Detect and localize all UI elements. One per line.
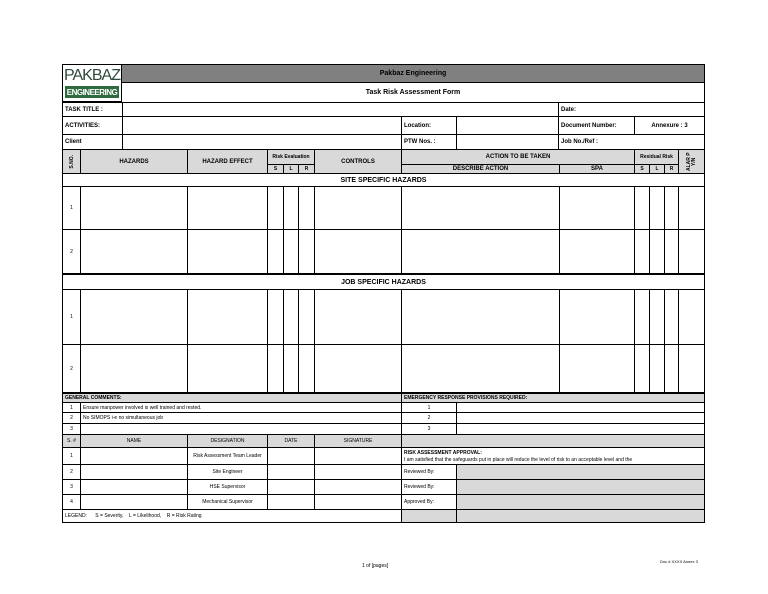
spa-cell[interactable] [559,229,635,274]
residual-l-header: L [649,164,665,174]
residual-l-cell[interactable] [649,186,665,230]
residual-s-cell[interactable] [634,344,650,393]
document-number-label: Document Number: [558,116,635,135]
spa-header: SPA [559,164,635,174]
comment-text-2: No SIMOPS i-e no simultaneous job [80,412,402,424]
risk-r-cell[interactable] [298,186,315,230]
client-label: Client [62,134,123,150]
controls-cell[interactable] [314,344,402,393]
describe-action-header: DESCRIBE ACTION [401,164,560,174]
team-signature-cell[interactable] [314,464,402,480]
hazard-cell[interactable] [80,289,188,345]
logo-line2: ENGINEERING [66,87,118,97]
task-title-label: TASK TITLE : [62,102,123,117]
team-name-cell[interactable] [80,464,188,480]
annexure-label: Annexure : 3 [634,116,705,135]
team-designation-cell: Mechanical Supervisor [187,494,268,510]
emergency-title: EMERGENCY RESPONSE PROVISIONS REQUIRED: [401,393,705,403]
risk-l-header: L [283,164,299,174]
approved-by-field[interactable] [456,494,705,510]
approval-header-blank [401,434,705,448]
controls-cell[interactable] [314,229,402,274]
hazard-effect-header: HAZARD EFFECT [187,149,268,174]
team-date-cell[interactable] [267,479,315,495]
legend-right-blank-2 [456,509,705,523]
approval-title: RISK ASSESSMENT APPROVAL: [404,450,482,456]
job-specific-heading: JOB SPECIFIC HAZARDS [62,274,705,290]
activities-field[interactable] [122,116,402,135]
action-header: ACTION TO BE TAKEN [401,149,635,165]
alarp-cell[interactable] [678,186,705,230]
residual-s-cell[interactable] [634,229,650,274]
risk-l-cell[interactable] [283,344,299,393]
task-title-field[interactable] [122,102,559,117]
alarp-cell[interactable] [678,289,705,345]
sno-header [62,149,81,174]
team-name-cell[interactable] [80,494,188,510]
reviewed-by-field-1[interactable] [456,464,705,480]
team-date-cell[interactable] [267,464,315,480]
team-signature-cell[interactable] [314,447,402,465]
approved-by-label: Approved By: [401,494,457,510]
team-date-header: DATE [267,434,315,448]
approval-statement: I am satisfied that the safeguards put in place will reduce the level of risk to an acceptable level and the [404,457,633,463]
ptw-field[interactable] [456,134,559,150]
residual-r-cell[interactable] [664,289,679,345]
activities-label: ACTIVITIES: [62,116,123,135]
effect-cell[interactable] [187,229,268,274]
controls-cell[interactable] [314,186,402,230]
reviewed-by-label-1: Reviewed By: [401,464,457,480]
spa-cell[interactable] [559,289,635,345]
form-title: Task Risk Assessment Form [121,82,705,103]
comment-text-1: Ensure manpower involved is well trained and rested. [80,402,402,413]
residual-r-cell[interactable] [664,229,679,274]
risk-l-cell[interactable] [283,289,299,345]
legend-right-blank [401,509,457,523]
doc-reference: Doc # XXXX Annex 3 [660,559,698,564]
legend: LEGEND: S = Severity, L = Likelihood, R = Risk Rating [62,509,402,523]
page-number: 1 of [pages] [362,563,389,569]
spa-cell[interactable] [559,344,635,393]
residual-s-header: S [634,164,650,174]
site-specific-heading: SITE SPECIFIC HAZARDS [62,173,705,187]
sno-cell: 1 [62,186,81,230]
alarp-header-text: ALAR P Y/N [685,152,697,171]
emergency-no-2: 2 [401,412,457,424]
risk-s-header: S [267,164,284,174]
team-sno-cell: 4 [62,494,81,510]
comment-no-1: 1 [62,402,81,413]
risk-l-cell[interactable] [283,229,299,274]
general-comments-title: GENERAL COMMENTS: [62,393,402,403]
risk-r-cell[interactable] [298,344,315,393]
residual-s-cell[interactable] [634,289,650,345]
risk-l-cell[interactable] [283,186,299,230]
effect-cell[interactable] [187,186,268,230]
sno-cell: 1 [62,289,81,345]
effect-cell[interactable] [187,289,268,345]
hazard-cell[interactable] [80,229,188,274]
risk-r-header: R [298,164,315,174]
risk-s-cell[interactable] [267,344,284,393]
residual-r-cell[interactable] [664,186,679,230]
alarp-cell[interactable] [678,344,705,393]
reviewed-by-field-2[interactable] [456,479,705,495]
comment-no-3: 3 [62,423,81,435]
team-sno-header: S. # [62,434,81,448]
sno-cell: 2 [62,229,81,274]
emergency-no-1: 1 [401,402,457,413]
hazards-header: HAZARDS [80,149,188,174]
team-signature-cell[interactable] [314,479,402,495]
effect-cell[interactable] [187,344,268,393]
alarp-header [678,149,705,174]
team-name-cell[interactable] [80,447,188,465]
spa-cell[interactable] [559,186,635,230]
residual-r-cell[interactable] [664,344,679,393]
team-sno-cell: 1 [62,447,81,465]
team-signature-cell[interactable] [314,494,402,510]
date-label: Date: [558,102,705,117]
team-sno-cell: 3 [62,479,81,495]
controls-cell[interactable] [314,289,402,345]
client-field[interactable] [122,134,402,150]
job-no-label: Job No./Ref : [558,134,705,150]
emergency-no-3: 3 [401,423,457,435]
logo-line1: PAKBAZ [64,67,120,84]
team-date-cell[interactable] [267,494,315,510]
team-designation-cell: Risk Assessment Team Leader [187,447,268,465]
residual-l-cell[interactable] [649,289,665,345]
reviewed-by-label-2: Reviewed By: [401,479,457,495]
team-name-header: NAME [80,434,188,448]
describe-action-cell[interactable] [401,229,560,274]
residual-l-cell[interactable] [649,344,665,393]
comment-no-2: 2 [62,412,81,424]
describe-action-cell[interactable] [401,344,560,393]
controls-header: CONTROLS [314,149,402,174]
team-name-cell[interactable] [80,479,188,495]
risk-evaluation-header: Risk Evaluation [267,149,315,165]
ptw-label: PTW Nos. : [401,134,457,150]
risk-r-cell[interactable] [298,229,315,274]
residual-l-cell[interactable] [649,229,665,274]
team-designation-cell: Site Engineer [187,464,268,480]
risk-s-cell[interactable] [267,229,284,274]
risk-r-cell[interactable] [298,289,315,345]
hazard-cell[interactable] [80,344,188,393]
risk-s-cell[interactable] [267,289,284,345]
residual-risk-header: Residual Risk [634,149,679,165]
describe-action-cell[interactable] [401,186,560,230]
approval-box [401,447,705,465]
alarp-cell[interactable] [678,229,705,274]
sno-cell: 2 [62,344,81,393]
sno-header-text: S.NO. [68,154,75,169]
location-field[interactable] [456,116,559,135]
logo-box [62,64,122,102]
residual-r-header: R [664,164,679,174]
company-name: Pakbaz Engineering [121,64,705,83]
team-sno-cell: 2 [62,464,81,480]
team-date-cell[interactable] [267,447,315,465]
team-signature-header: SIGNATURE [314,434,402,448]
team-designation-cell: HSE Supervisor [187,479,268,495]
residual-s-cell[interactable] [634,186,650,230]
location-label: Location: [401,116,457,135]
risk-s-cell[interactable] [267,186,284,230]
hazard-cell[interactable] [80,186,188,230]
describe-action-cell[interactable] [401,289,560,345]
team-designation-header: DESIGNATION [187,434,268,448]
